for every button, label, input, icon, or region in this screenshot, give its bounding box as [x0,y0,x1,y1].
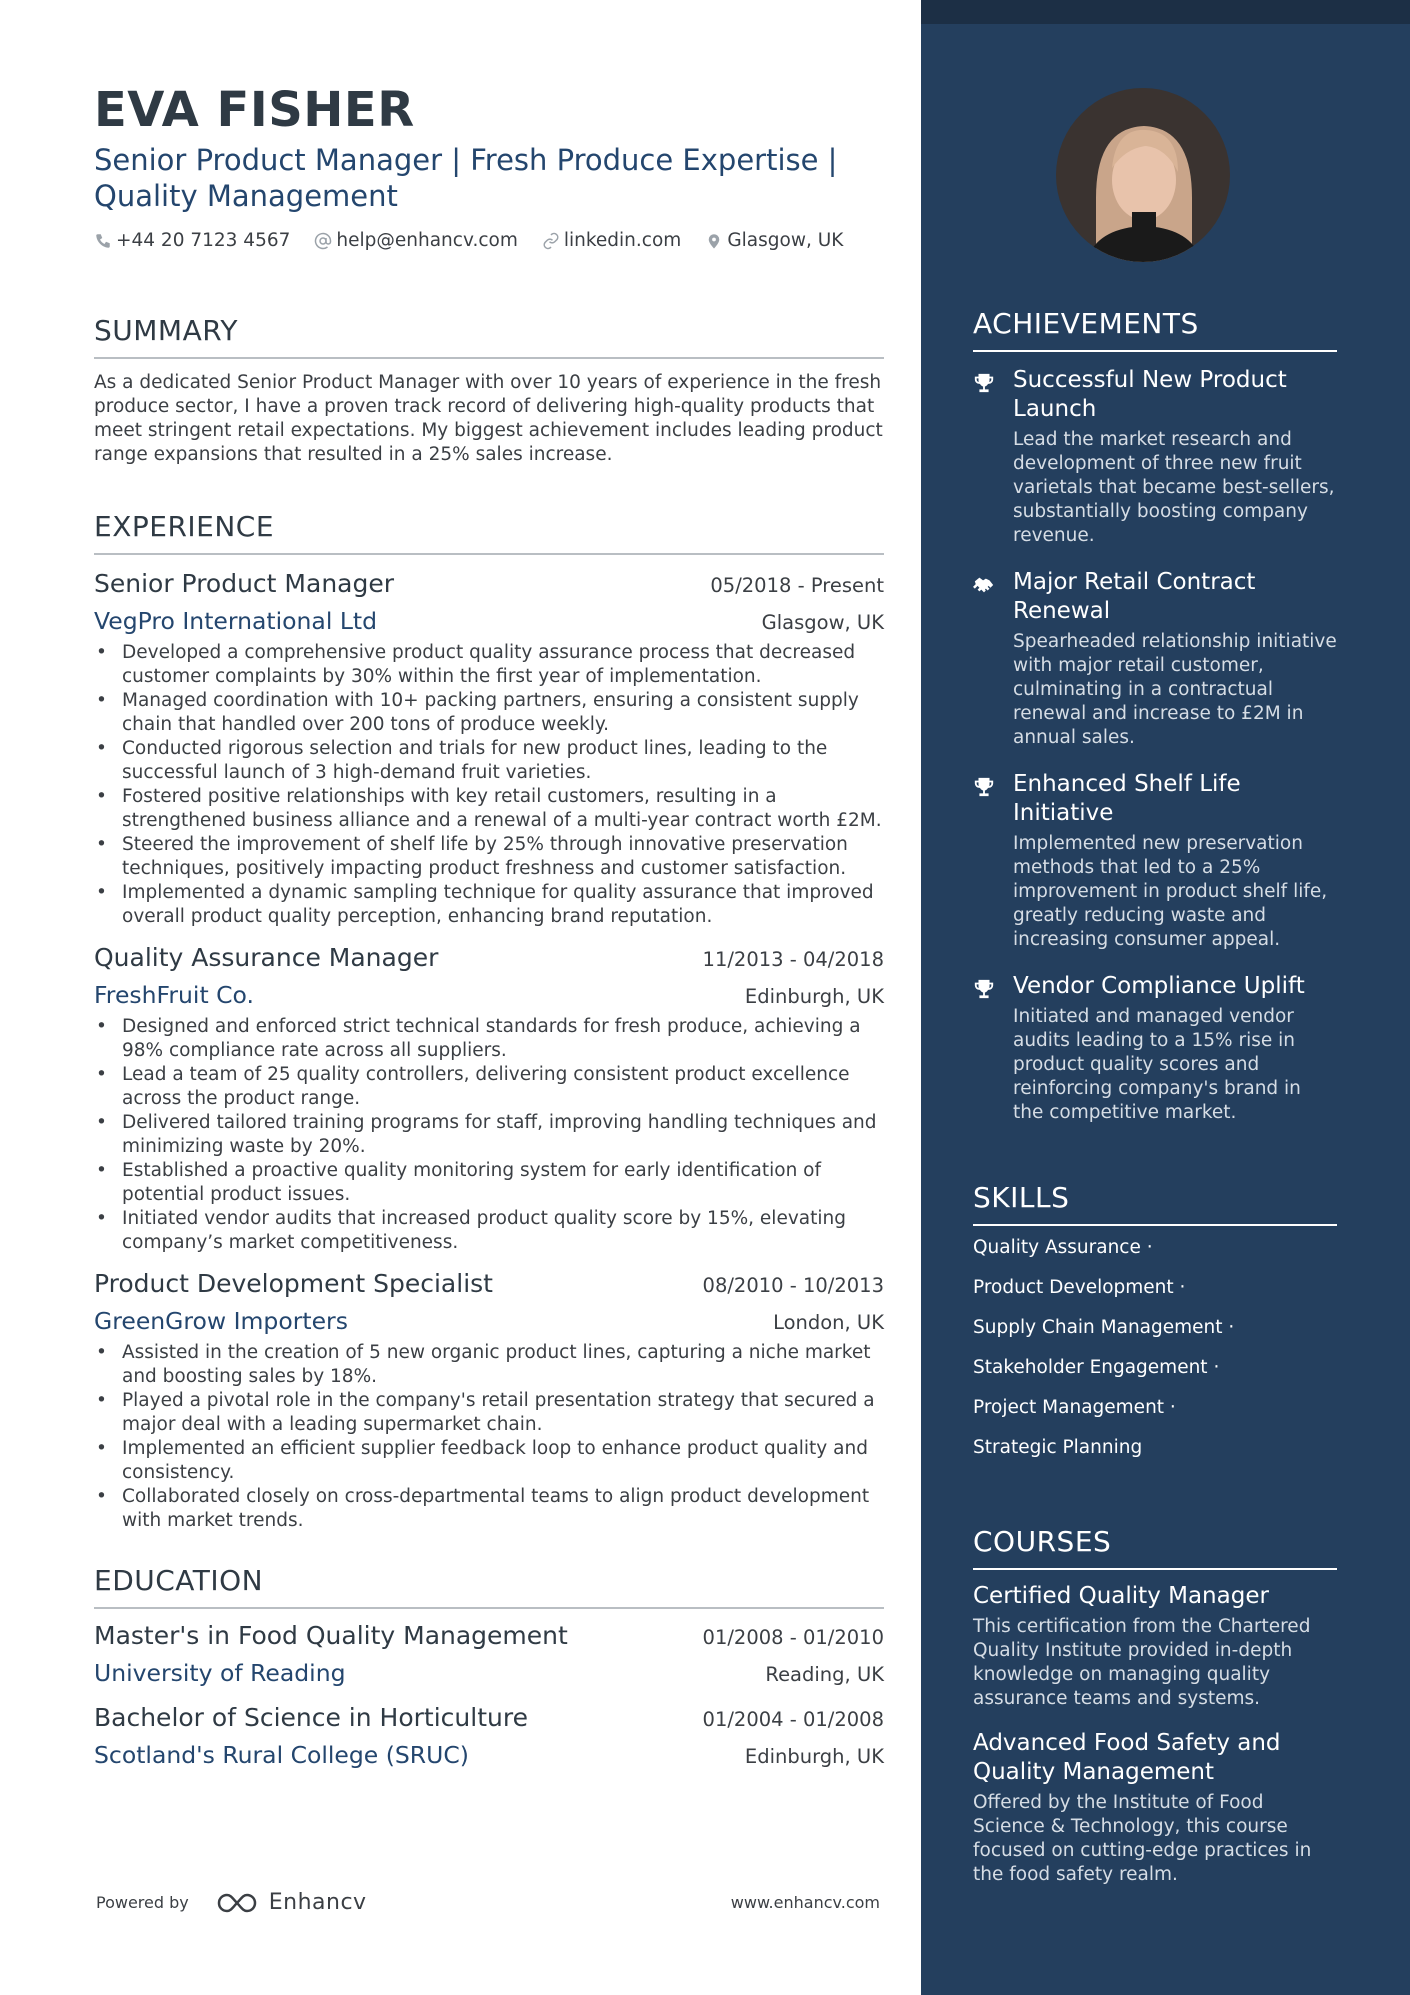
email-contact[interactable] [314,230,517,251]
school-location: Reading, UK [765,1663,884,1686]
email-text: help@enhancv.com [336,230,518,251]
skill-item: Stakeholder Engagement · [973,1357,1220,1378]
achievement-item [973,568,1337,750]
headline: Senior Product Manager | Fresh Produce Expertise | Quality Management [94,143,838,213]
degree-title: Bachelor of Science in Horticulture [94,1703,528,1732]
achievement-desc: Spearheaded relationship initiative with major retail customer, culminating in a contractual renewal and increase to £2M in annual sales. [1013,631,1337,748]
bullet-item: • Initiated vendor audits that increased product quality score by 15%, elevating company’s market competitiveness. [94,1207,884,1255]
skill-item: Product Development · [973,1277,1186,1298]
handshake-icon [973,574,995,596]
bullet-item: • Played a pivotal role in the company's retail presentation strategy that secured a major deal with a leading supermarket chain. [94,1389,884,1437]
experience-section [94,509,884,1533]
avatar [1056,88,1230,262]
job-location: London, UK [773,1311,884,1334]
company-name: GreenGrow Importers [94,1307,348,1335]
candidate-name: EVA FISHER [94,82,415,138]
achievement-title: Major Retail Contract Renewal [1013,569,1256,624]
education-heading: EDUCATION [94,1563,884,1609]
contact-info [94,230,884,251]
courses-heading: COURSES [973,1524,1337,1570]
link-icon [542,232,560,250]
skill-item: Supply Chain Management · [973,1317,1235,1338]
job-bullets [94,1341,884,1533]
course-desc: Offered by the Institute of Food Science & Technology, this course focused on cutting-edge practices in the food safety realm. [973,1792,1312,1885]
location-text: Glasgow, UK [727,230,844,251]
course-item [973,1582,1337,1711]
bullet-item: • Designed and enforced strict technical standards for fresh produce, achieving a 98% compliance rate across all suppliers. [94,1015,884,1063]
main-column [94,80,884,1771]
bullet-item: • Conducted rigorous selection and trials for new product lines, leading to the successful launch of 3 high-demand fruit varieties. [94,737,884,785]
job-location: Glasgow, UK [761,611,884,634]
job-location: Edinburgh, UK [744,985,884,1008]
bullet-item: • Fostered positive relationships with key retail customers, resulting in a strengthened business alliance and a renewal of a multi-year contract worth £2M. [94,785,884,833]
profile-photo [1056,88,1230,262]
bullet-item: • Implemented a dynamic sampling technique for quality assurance that improved overall product quality perception, enhancing brand reputation. [94,881,884,929]
skill-item: Project Management · [973,1397,1176,1418]
enhancv-logo-icon [215,1891,263,1915]
phone-text: +44 20 7123 4567 [116,230,291,251]
summary-heading: SUMMARY [94,313,884,359]
job-bullets [94,1015,884,1255]
skills-heading: SKILLS [973,1180,1337,1226]
courses-section [973,1524,1337,1887]
job-title: Product Development Specialist [94,1269,493,1298]
linkedin-contact[interactable] [542,230,681,251]
job-dates: 08/2010 - 10/2013 [702,1274,884,1297]
trophy-icon [973,372,995,394]
achievement-item [973,972,1337,1125]
bullet-item: • Established a proactive quality monitoring system for early identification of potential product issues. [94,1159,884,1207]
achievement-title: Enhanced Shelf Life Initiative [1013,771,1241,826]
bullet-item: • Steered the improvement of shelf life by 25% through innovative preservation techniques, positively impacting product freshness and customer satisfaction. [94,833,884,881]
summary-text: As a dedicated Senior Product Manager with over 10 years of experience in the fresh produce sector, I have a proven track record of delivering high-quality products that meet stringent retail expectations. My biggest achievement includes leading product range expansions that resulted in a 25% sales increase. [94,372,883,465]
degree-title: Master's in Food Quality Management [94,1621,568,1650]
achievements-section [973,306,1337,1125]
school-name: University of Reading [94,1659,346,1687]
skill-item: Quality Assurance · [973,1237,1153,1258]
course-title: Certified Quality Manager [973,1583,1269,1609]
website-link[interactable]: www.enhancv.com [730,1893,880,1912]
company-name: FreshFruit Co. [94,981,254,1009]
job-dates: 11/2013 - 04/2018 [702,948,884,971]
bullet-item: • Lead a team of 25 quality controllers, delivering consistent product excellence across the product range. [94,1063,884,1111]
job-entry [94,567,884,929]
school-name: Scotland's Rural College (SRUC) [94,1741,469,1769]
achievement-item [973,366,1337,548]
education-section [94,1563,884,1771]
school-location: Edinburgh, UK [744,1745,884,1768]
achievement-desc: Lead the market research and development of three new fruit varietals that became best-sellers, substantially boosting company revenue. [1013,429,1335,546]
education-entry [94,1619,884,1689]
job-entry [94,1267,884,1533]
bullet-item: • Implemented an efficient supplier feedback loop to enhance product quality and consistency. [94,1437,884,1485]
job-entry [94,941,884,1255]
achievement-title: Successful New Product Launch [1013,367,1287,422]
trophy-icon [973,776,995,798]
at-icon [314,232,332,250]
sidebar-top-band [921,0,1410,24]
footer [96,1890,880,1915]
achievement-desc: Initiated and managed vendor audits leading to a 15% rise in product quality scores and reinforcing company's brand in the competitive market. [1013,1006,1301,1123]
bullet-item: • Managed coordination with 10+ packing partners, ensuring a consistent supply chain that handled over 200 tons of produce weekly. [94,689,884,737]
bullet-item: • Delivered tailored training programs for staff, improving handling techniques and minimizing waste by 20%. [94,1111,884,1159]
trophy-icon [973,978,995,1000]
summary-section [94,313,884,467]
education-dates: 01/2008 - 01/2010 [702,1626,884,1649]
experience-heading: EXPERIENCE [94,509,884,555]
skills-section [973,1180,1337,1476]
achievement-desc: Implemented new preservation methods that led to a 25% improvement in product shelf life, greatly reducing waste and increasing consumer appeal. [1013,833,1328,950]
company-name: VegPro International Ltd [94,607,378,635]
course-title: Advanced Food Safety and Quality Management [973,1730,1281,1785]
powered-by[interactable] [96,1890,367,1915]
bullet-item: • Collaborated closely on cross-departmental teams to align product development with market trends. [94,1485,884,1533]
location-pin-icon [705,232,723,250]
sidebar [921,0,1410,1995]
education-dates: 01/2004 - 01/2008 [702,1708,884,1731]
achievement-title: Vendor Compliance Uplift [1013,973,1305,999]
achievement-item [973,770,1337,952]
job-dates: 05/2018 - Present [710,574,884,597]
brand-name: Enhancv [268,1890,367,1915]
job-title: Quality Assurance Manager [94,943,439,972]
phone-icon [94,232,112,250]
phone-contact[interactable] [94,230,290,251]
powered-by-label: Powered by [96,1893,189,1912]
course-desc: This certification from the Chartered Quality Institute provided in-depth knowledge on managing quality assurance teams and systems. [973,1616,1311,1709]
skills-list [973,1236,1337,1460]
bullet-item: • Developed a comprehensive product quality assurance process that decreased customer complaints by 30% within the first year of implementation. [94,641,884,689]
skill-item: Strategic Planning [973,1437,1143,1458]
achievements-heading: ACHIEVEMENTS [973,306,1337,352]
course-item [973,1729,1337,1887]
job-title: Senior Product Manager [94,569,395,598]
linkedin-text: linkedin.com [563,230,682,251]
location-contact [705,230,843,251]
bullet-item: • Assisted in the creation of 5 new organic product lines, capturing a niche market and boosting sales by 18%. [94,1341,884,1389]
education-entry [94,1701,884,1771]
job-bullets [94,641,884,929]
